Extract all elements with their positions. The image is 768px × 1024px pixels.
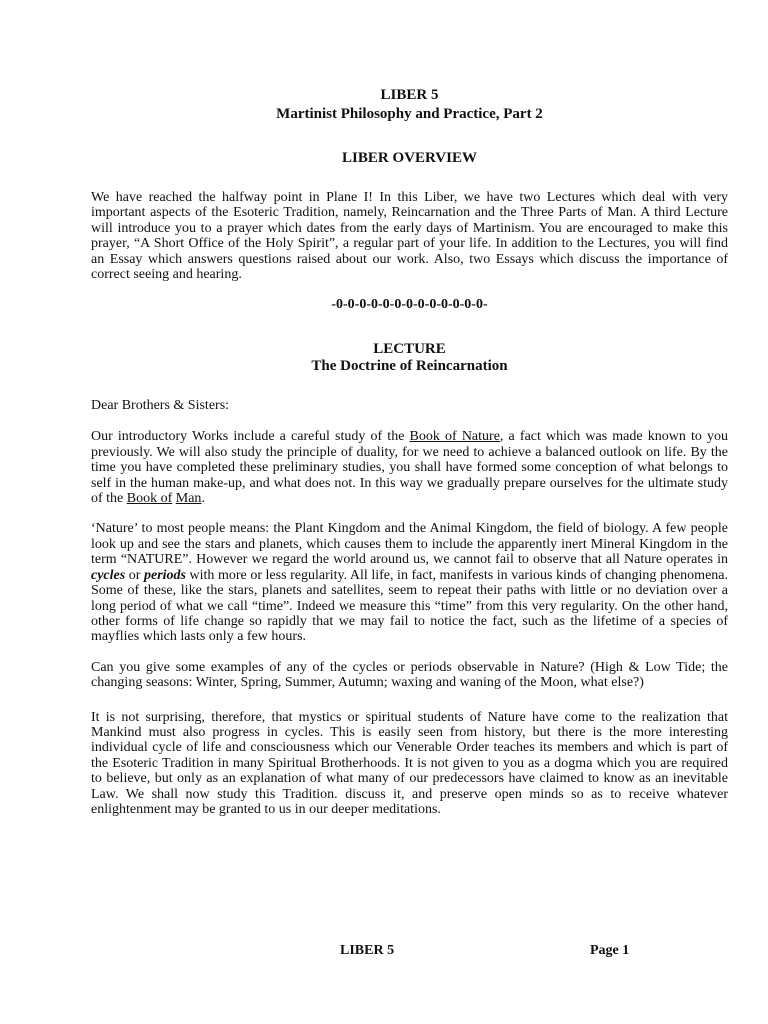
paragraph-book-of-nature <box>91 429 728 506</box>
paragraph-cycles-question: Can you give some examples of any of the cycles or periods observable in Nature? (High & Low Tide; the changing seasons: Winter, Spring, Summer, Autumn; waxing and waning of the Moon, what else?) <box>91 659 728 691</box>
overview-title: LIBER OVERVIEW <box>342 150 477 166</box>
text-run: , a fact which was made known to you previously. We will also study the principle of duality, for we need to achieve a balanced outlook on life. By the time you have completed these preliminary studies, you shall have formed some conception of what belongs to self in the human make-up, and what does not. In this way we gradually prepare ourselves for the ultimate study of the <box>91 429 729 507</box>
lecture-title: The Doctrine of Reincarnation <box>311 358 508 375</box>
man-term: Man <box>175 491 202 507</box>
text-run: Our introductory Works include a careful study of the <box>91 429 410 445</box>
page-footer <box>0 943 768 963</box>
document-subtitle: Martinist Philosophy and Practice, Part 2 <box>276 106 543 122</box>
section-divider: -0-0-0-0-0-0-0-0-0-0-0-0-0- <box>331 297 488 313</box>
book-of-term: Book of <box>126 491 173 507</box>
paragraph-mankind-cycles: It is not surprising, therefore, that mystics or spiritual students of Nature have come to the realization that Mankind must also progress in cycles. This is easily seen from history, but there is the more interesting individual cycle of life and consciousness which our Venerable Order teaches its members and which is part of the Esoteric Tradition in many Spiritual Brotherhoods. It is not given to you as a dogma which you are required to believe, but only as an explanation of what many of our predecessors have claimed to know as an inevitable Law. We shall now study this Tradition. discuss it, and preserve open minds so as to receive whatever enlightenment may be granted to us in our deeper meditations. <box>91 709 728 817</box>
liber-number: LIBER 5 <box>380 87 439 103</box>
salutation: Dear Brothers & Sisters: <box>91 398 230 414</box>
document-page <box>91 86 728 817</box>
footer-liber: LIBER 5 <box>340 943 395 958</box>
page-number: Page 1 <box>590 943 630 958</box>
text-run: . <box>201 491 205 507</box>
overview-paragraph: We have reached the halfway point in Plane I! In this Liber, we have two Lectures which deal with very important aspects of the Esoteric Tradition, namely, Reincarnation and the Three Parts of Man. A third Lecture will introduce you to a prayer which dates from the early days of Martinism. You are encouraged to make this prayer, “A Short Office of the Holy Spirit”, a regular part of your life. In addition to the Lectures, you will find an Essay which answers questions raised about our work. Also, two Essays which discuss the importance of correct seeing and hearing. <box>91 190 728 283</box>
text-run: with more or less regularity. All life, in fact, manifests in various kinds of changing phenomena. Some of these, like the stars, planets and satellites, seem to repeat their paths with little or no deviation over a long period of what we call “time”. Indeed we measure this “time” from this very regularity. On the other hand, other forms of life change so rapidly that we may fail to notice the fact, such as the lifetime of a species of mayflies which lasts only a few hours. <box>91 567 728 645</box>
book-of-nature-term: Book of Nature <box>409 429 500 445</box>
text-run: or <box>125 567 144 583</box>
cycles-term: cycles <box>91 567 126 583</box>
periods-term: periods <box>143 567 186 583</box>
lecture-heading: LECTURE <box>373 341 446 358</box>
paragraph-nature <box>91 521 728 644</box>
text-run: ‘Nature’ to most people means: the Plant Kingdom and the Animal Kingdom, the field of biology. A few people look up and see the stars and planets, which causes them to include the apparently inert Mineral Kingdom in the term “NATURE”. However we regard the world around us, we cannot fail to observe that all Nature operates in <box>91 521 728 568</box>
